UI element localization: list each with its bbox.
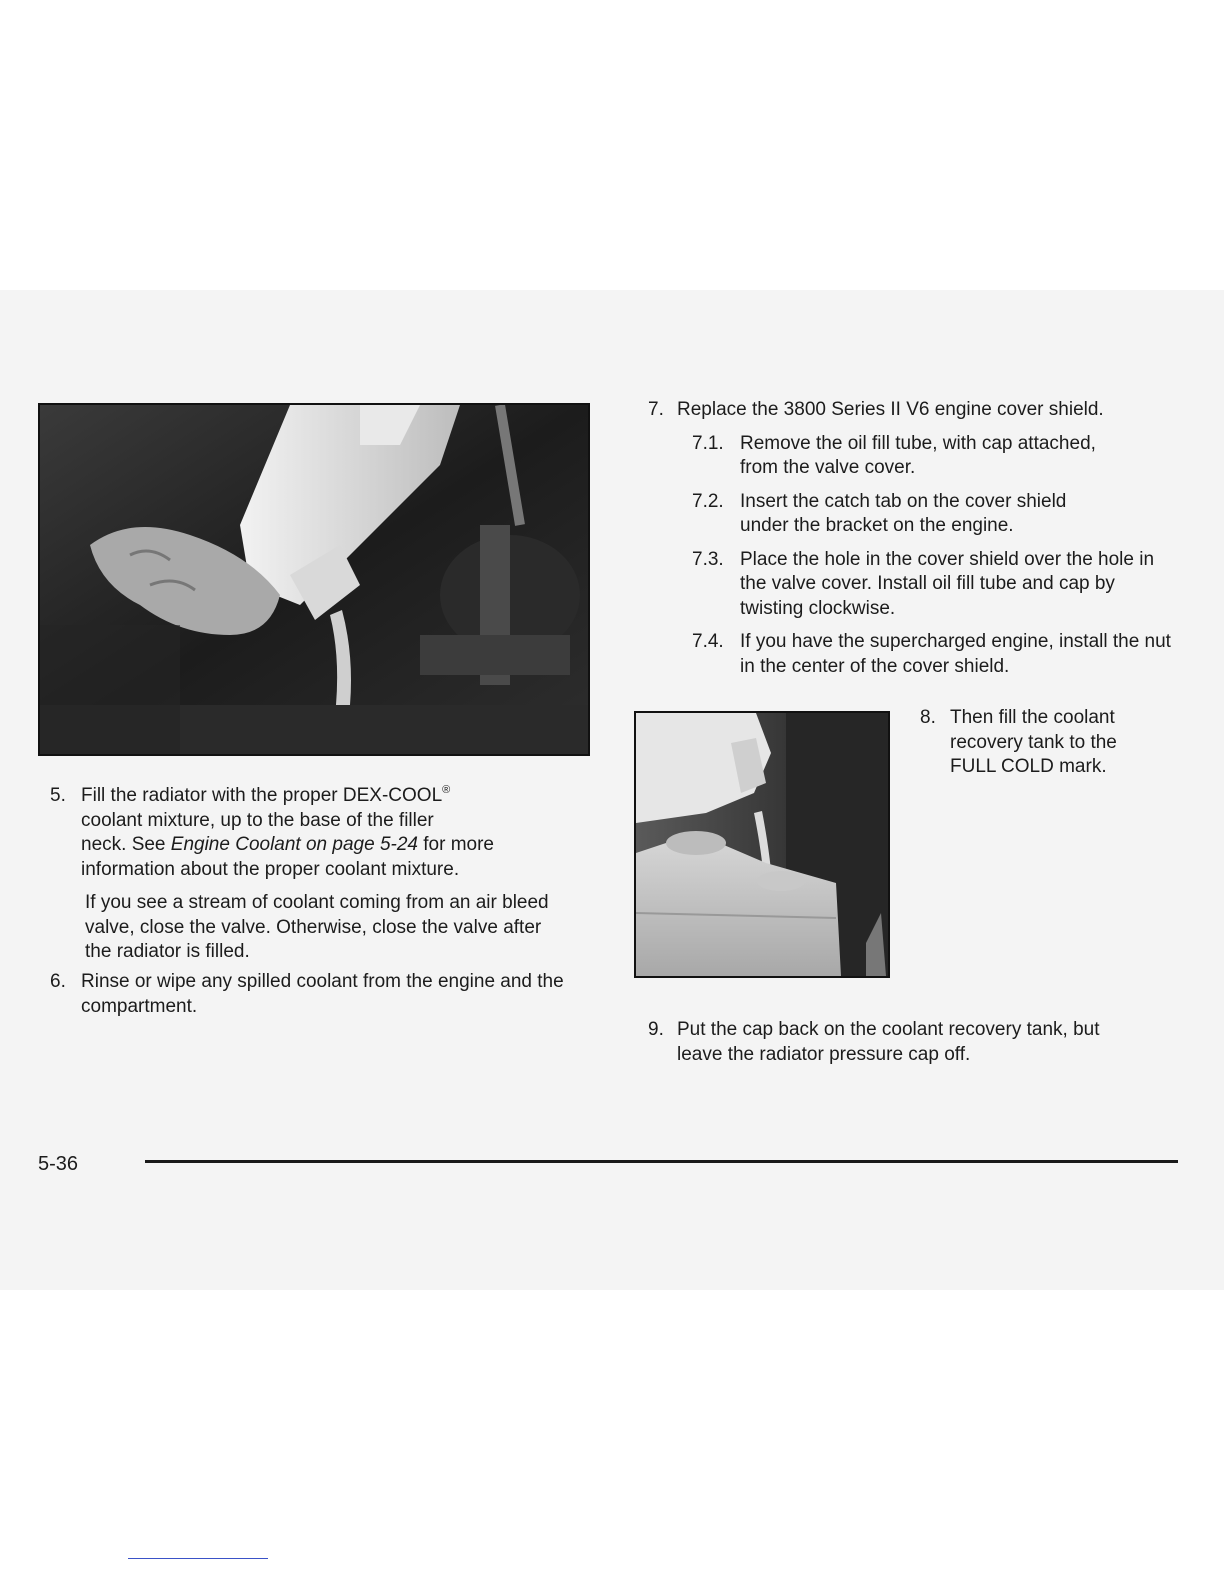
step-5-number: 5.: [50, 785, 66, 806]
engine-coolant-reference: Engine Coolant on page 5-24: [170, 834, 418, 855]
coolant-recovery-tank-photo: [634, 711, 890, 978]
footer-link-underline: [128, 1558, 268, 1559]
substep-7-3-text: Place the hole in the cover shield over the hole in the valve cover. Install oil fill tube and cap by twisting clockwise.: [740, 548, 1155, 619]
step-7-substeps: [677, 432, 1188, 680]
substep-7-4: [692, 630, 1172, 679]
step-6-number: 6.: [50, 971, 66, 992]
substep-7-4-number: 7.4.: [692, 631, 724, 652]
step-5-line2: coolant mixture, up to the base of the filler: [81, 809, 434, 831]
step-6-text: Rinse or wipe any spilled coolant from the engine and the compartment.: [81, 971, 564, 1017]
substep-7-1-number: 7.1.: [692, 432, 724, 454]
coolant-pouring-radiator-image: [40, 405, 588, 754]
page-number: 5-36: [38, 1153, 79, 1175]
step-5-line3-pre: neck. See: [81, 834, 171, 855]
substep-7-3: [692, 548, 1182, 622]
step-7: [648, 398, 1188, 679]
step-5-text: [81, 784, 580, 882]
step-7-number: 7.: [648, 399, 664, 420]
coolant-pouring-recovery-tank-image: [636, 713, 888, 976]
substep-7-2-text: Insert the catch tab on the cover shield under the bracket on the engine.: [740, 490, 1067, 536]
step-5-line4: information about the proper coolant mixture.: [81, 858, 460, 880]
step-8-number: 8.: [920, 707, 936, 728]
substep-7-1: [692, 432, 1112, 481]
substep-7-2-number: 7.2.: [692, 490, 724, 512]
substep-7-2: [692, 490, 1112, 539]
registered-mark: ®: [442, 784, 451, 796]
substep-7-3-number: 7.3.: [692, 548, 724, 570]
step-9-number: 9.: [648, 1019, 664, 1040]
step-5-line1: Fill the radiator with the proper DEX-COOL: [81, 785, 443, 806]
step-5: [50, 784, 580, 965]
substep-7-4-text: If you have the supercharged engine, install the nut in the center of the cover shield.: [740, 631, 1171, 677]
step-6: [50, 970, 580, 1019]
step-7-text: Replace the 3800 Series II V6 engine cover shield.: [677, 399, 1104, 420]
step-9-text: Put the cap back on the coolant recovery tank, but leave the radiator pressure cap off.: [677, 1019, 1100, 1065]
step-5-line3-post: for more: [417, 834, 495, 855]
step-9: [648, 1018, 1168, 1067]
step-8-text: Then fill the coolant recovery tank to the FULL COLD mark.: [950, 707, 1117, 777]
step-8: [920, 706, 1160, 780]
substep-7-1-text: Remove the oil fill tube, with cap attached, from the valve cover.: [740, 432, 1096, 478]
coolant-radiator-photo: [38, 403, 590, 756]
step-5-note: If you see a stream of coolant coming from an air bleed valve, close the valve. Otherwise, close the valve after the radiator is filled.: [85, 892, 549, 962]
footer-rule: [145, 1160, 1178, 1163]
